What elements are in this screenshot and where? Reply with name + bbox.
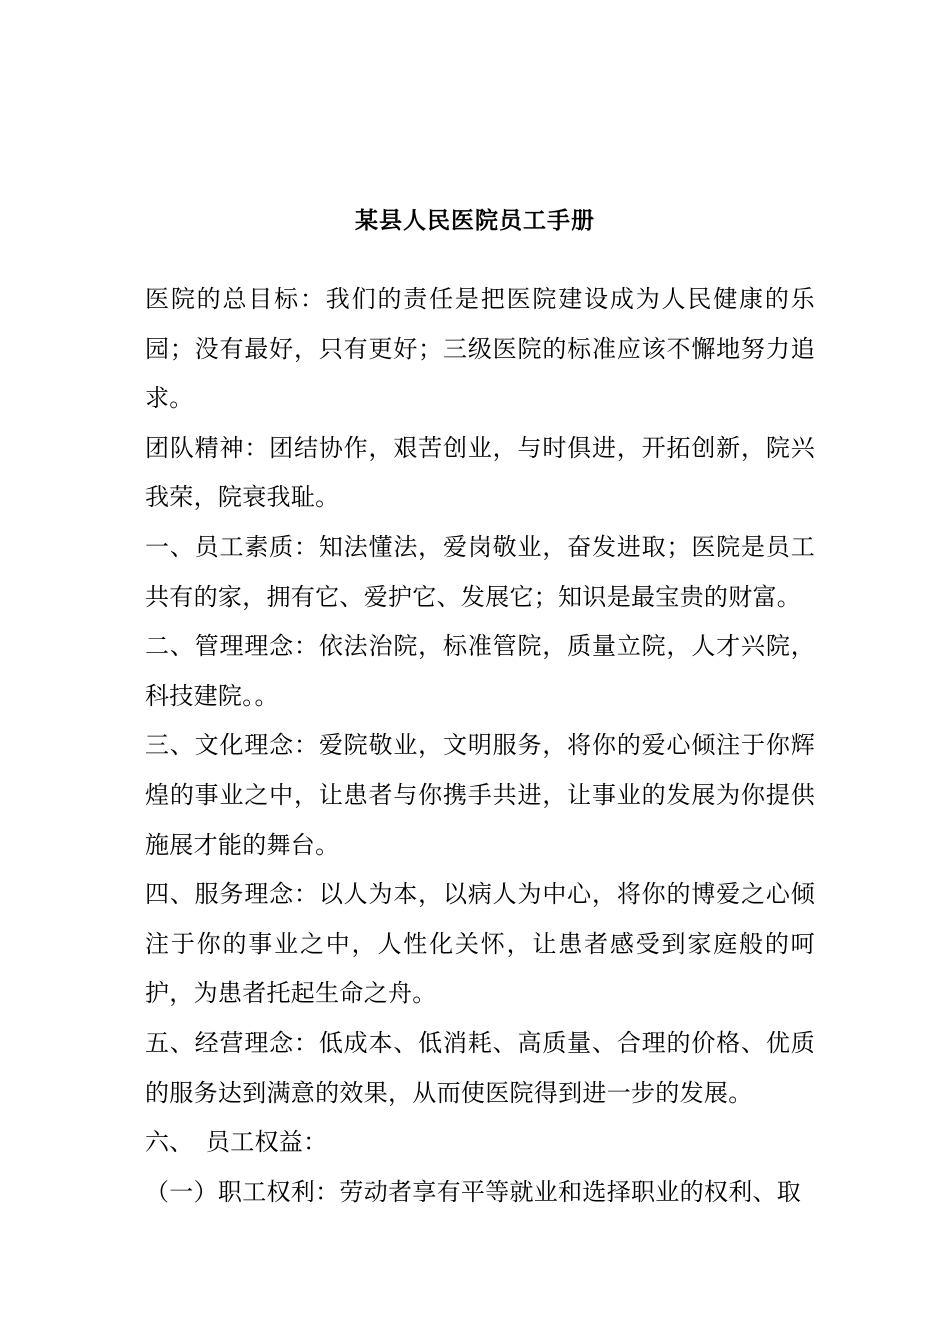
paragraph-staff-quality: 一、员工素质：知法懂法，爱岗敬业，奋发进取；医院是员工共有的家，拥有它、爱护它、发展它；知识是最宝贵的财富。 xyxy=(145,532,815,611)
paragraph-business-philosophy: 五、经营理念：低成本、低消耗、高质量、合理的价格、优质的服务达到满意的效果，从而使医院得到进一步的发展。 xyxy=(145,1028,815,1107)
paragraph-hospital-goal: 医院的总目标：我们的责任是把医院建设成为人民健康的乐园；没有最好，只有更好；三级医院的标准应该不懈地努力追求。 xyxy=(145,285,815,413)
paragraph-employee-rights-heading: 六、 员工权益： xyxy=(145,1128,328,1157)
paragraph-culture-philosophy: 三、文化理念：爱院敬业，文明服务，将你的爱心倾注于你辉煌的事业之中，让患者与你携手共进，让事业的发展为你提供施展才能的舞台。 xyxy=(145,731,815,859)
paragraph-worker-rights: （一）职工权利：劳动者享有平等就业和选择职业的权利、取 xyxy=(145,1177,802,1206)
paragraph-service-philosophy: 四、服务理念：以人为本，以病人为中心，将你的博爱之心倾注于你的事业之中，人性化关怀，让患者感受到家庭般的呵护，为患者托起生命之舟。 xyxy=(145,880,815,1008)
document-title: 某县人民医院员工手册 xyxy=(355,207,595,234)
paragraph-team-spirit: 团队精神：团结协作，艰苦创业，与时俱进，开拓创新，院兴我荣，院衰我耻。 xyxy=(145,433,815,512)
paragraph-management-philosophy: 二、管理理念：依法治院，标准管院，质量立院，人才兴院，科技建院。。 xyxy=(145,632,815,710)
document-body xyxy=(145,275,815,1217)
